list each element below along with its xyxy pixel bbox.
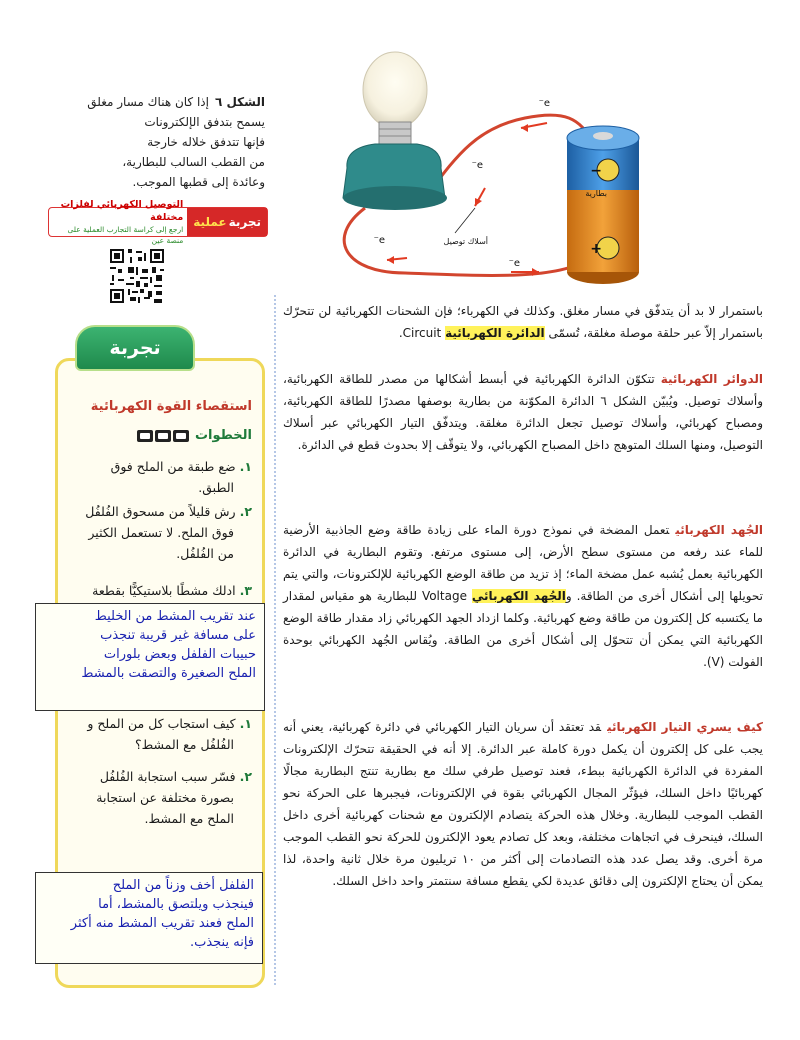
minus-sign: − xyxy=(590,163,602,179)
paragraph-voltage: الجُهد الكهربائيتعمل المضخة في نموذج دورة الماء على زيادة طاقة وضع الجاذبية الأرضية للماء عند رفعه من مستوى سطح الأرض، إلى مستوى مرتفع. وتقوم البطارية في الدائرة الكهربائية بعمل يُشبه عمل مضخة الماء؛ إذ تزيد من طاقة الوضع الكهربائية للإلكترونات، والتي يتم تحويلها إلى أشكال أخرى من الطاقة. والجُهد الكهربائي Voltage للبطارية هو مقياس لمقدار ما يكتسبه كل إلكترون من طاقة وضع كهربائية. وكلما ازداد الجهد الكهربائي زاد مقدار طاقة الوضع الكهربائية التي يمكن أن تتحوّل إلى أشكال أخرى من الطاقة. ويُقاس الجُهد الكهربائي بوحدة الفولت (V). xyxy=(283,523,764,669)
wires-label: أسلاك توصيل xyxy=(443,237,488,246)
bulb-screw xyxy=(379,122,411,144)
lab-subtitle: ارجع إلى كراسة التجارب العملية على منصة عين xyxy=(67,225,184,245)
analysis-item: ١.كيف استجاب كل من الملح و الفُلفُل مع المشط؟ xyxy=(87,716,252,752)
safety-goggles-icon xyxy=(173,430,189,442)
experiment-title: استقصاء القوة الكهربائية xyxy=(90,399,252,414)
caption-line: من القطب السالب للبطارية، xyxy=(122,155,265,169)
heading-voltage: الجُهد الكهربائي xyxy=(675,523,764,537)
figure-caption xyxy=(75,92,265,192)
caption-label: الشكل ٦ xyxy=(214,95,265,109)
caption-line: وعائدة إلى قطبها الموجب. xyxy=(132,175,265,189)
answer-line: عند تقريب المشط من الخليط xyxy=(94,609,256,624)
column-divider xyxy=(274,295,276,985)
hand-wash-icon xyxy=(137,430,153,442)
answer-box-1[interactable] xyxy=(35,603,265,711)
electron-label: e⁻ xyxy=(471,160,483,171)
safety-icons xyxy=(137,430,189,442)
paragraph-current-flow: كيف يسري التيار الكهربائيقد تعتقد أن سريان التيار الكهربائي في دائرة كهربائية، يعني أنه يجب على كل إلكترون أن يكمل دورة كاملة عبر الدائرة. إلا أنه في الحقيقة تتحرّك الإلكترونات المفردة في الدائرة الكهربائية ببطء، فعند توصيل طرفي سلك مع بطارية تنتج البطارية مجالًا كهربائيًا داخل السلك، فيؤثّر المجال الكهربائي بقوة في الإلكترونات، فيجبرها على الحركة نحو القطب الموجب للبطارية. وخلال هذه الحركة يتصادم الإلكترون مع شحنات كهربائية أخرى داخل السلك، فينحرف في اتجاهات مختلفة، وبعد كل تصادم يعود الإلكترون للحركة نحو القطب الموجب مرة أخرى. وقد يصل عدد هذه التصادمات إلى أكثر من ١٠ تريليون مرة خلال ثانية واحدة، لذا يمكن أن يحتاج الإلكترون إلى دقائق عديدة لكي يقطع مسافة سنتمتر واحد داخل السلك. xyxy=(283,720,763,888)
step-item: ٢.رش قليلاً من مسحوق الفُلفُل فوق الملح. لا تستعمل الكثير من الفُلفُل. xyxy=(85,504,252,561)
lab-coat-icon xyxy=(155,430,171,442)
step-item: ٣.ادلك مشطًا بلاستيكيًّا بقطعة xyxy=(92,583,252,598)
sidebar-tab xyxy=(75,325,195,371)
answer-line: على مسافة غير قريبة تنجذب xyxy=(100,628,256,643)
term-voltage: الجُهد الكهربائي xyxy=(471,589,566,603)
lab-title: التوصيل الكهربائي لفلزات مختلفة xyxy=(60,199,184,223)
answer-box-2[interactable] xyxy=(35,872,263,964)
answer-line: حبيبات الفلفل وبعض بلورات xyxy=(103,647,256,662)
circuit-illustration xyxy=(325,48,645,288)
caption-line: الشكل ٦إذا كان هناك مسار مغلق xyxy=(87,95,265,109)
intro-paragraph: باستمرار لا بد أن يتدفّق في مسار مغلق. وكذلك في الكهرباء؛ فإن الشحنات الكهربائية لن تتحرّك باستمرار إلاّ عبر حلقة موصلة مغلقة، تُسمّى الدائرة الكهربائية Circuit. xyxy=(283,304,763,340)
electron-label: e⁻ xyxy=(373,235,385,246)
answer-line: فينجذب ويلتصق بالمشط، أما xyxy=(98,897,254,912)
bulb-glass xyxy=(363,52,427,128)
lab-experiment-banner[interactable] xyxy=(48,199,268,245)
caption-line: فإنها تتدفق خلاله خارجة xyxy=(147,135,265,149)
analysis-item: ٢.فسّر سبب استجابة الفُلفُل بصورة مختلفة عن استجابة الملح مع المشط. xyxy=(96,769,252,826)
term-circuit: الدائرة الكهربائية xyxy=(445,326,545,340)
answer-line: الملح فعند تقريب المشط منه أكثر xyxy=(70,916,254,931)
heading-circuits: الدوائر الكهربائية xyxy=(660,372,763,386)
answer-line: الملح الصغيرة والتصقت بالمشط xyxy=(81,666,256,681)
electron-label: e⁻ xyxy=(508,258,520,269)
battery-label: بطارية xyxy=(585,189,607,198)
steps-label: الخطوات xyxy=(194,428,252,443)
circuit-figure xyxy=(325,48,645,288)
lab-tag: تجربة عملية xyxy=(187,208,267,236)
answer-line: فإنه ينجذب. xyxy=(189,935,254,950)
paragraph-circuits: الدوائر الكهربائيةتتكوّن الدائرة الكهربائية في أبسط أشكالها من مصدر للطاقة الكهربائية، وأسلاك توصيل. ويُبيّن الشكل ٦ الدائرة المكوّنة من بطارية بوصفها مصدرًا للطاقة الكهربائية، ومصباح كهربائي، وأسلاك توصيل تجعل الدائرة مغلقة. ويتدفّق التيار الكهربائي عبر أسلاك التوصيل، ومنها السلك المتوهج داخل المصباح الكهربائي، ولا يتوقّف إلا بحدوث قطع في الدائرة. xyxy=(283,372,763,452)
battery-body xyxy=(567,188,639,272)
qr-code-icon[interactable] xyxy=(108,247,166,305)
steps-heading xyxy=(137,428,252,443)
heading-current-flow: كيف يسري التيار الكهربائي xyxy=(607,720,763,734)
sidebar-tab-label: تجربة xyxy=(109,337,161,359)
step-item: ١.ضع طبقة من الملح فوق الطبق. xyxy=(110,459,252,495)
caption-line: يسمح بتدفق الإلكترونات xyxy=(144,115,265,129)
answer-line: الفلفل أخف وزناً من الملح xyxy=(112,878,254,893)
plus-sign: + xyxy=(590,241,602,257)
electron-label: e⁻ xyxy=(538,98,550,109)
